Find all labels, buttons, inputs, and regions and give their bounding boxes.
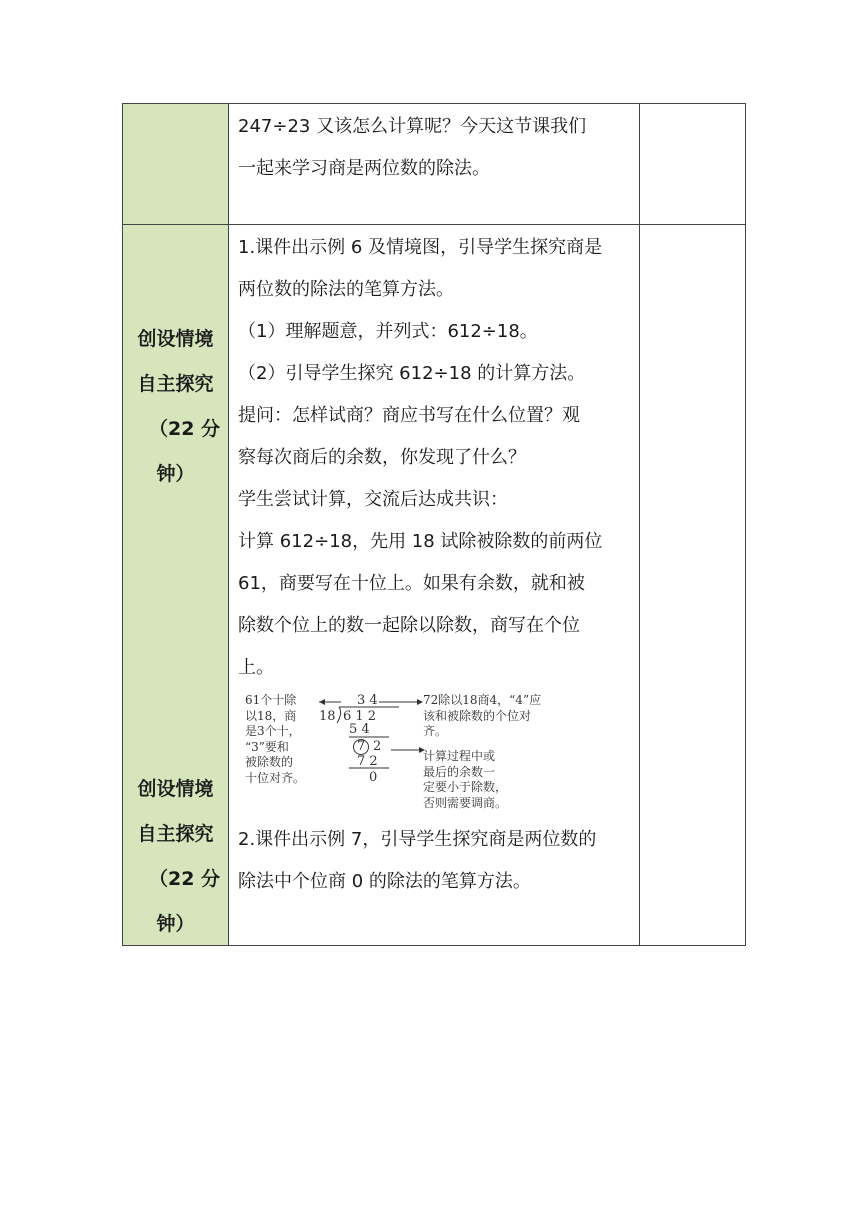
quotient: 3 4 [357,693,378,708]
divisor: 18 [319,709,336,724]
division-bracket [337,707,341,723]
dividend: 6 1 2 [343,709,377,724]
note-line: 是3个十， [245,724,301,738]
content-line: （2）引导学生探究 612÷18 的计算方法。 [238,363,586,384]
product-step-1: 5 4 [349,722,370,737]
stage-cell-empty [123,104,229,225]
table-row [123,225,746,946]
stage-label-upper [123,317,228,497]
long-division [319,693,419,793]
note-line: 以18，商 [245,708,297,723]
note-line: 61个十除 [245,693,297,707]
content-line: 247÷23 又该怎么计算呢？今天这节课我们 [238,116,587,137]
note-line: “3”要和 [245,739,289,754]
content-cell [229,225,640,946]
note-line: 该和被除数的个位对 [423,708,532,723]
note-line: 否则需要调商。 [423,795,508,810]
note-line: 定要小于除数， [423,780,508,794]
left-arrow-head [319,699,325,705]
stage-cell [123,225,229,946]
content-line: 上。 [238,657,274,678]
note-line: 最后的余数一 [423,764,496,779]
content-line: 提问：怎样试商？商应书写在什么位置？观 [238,405,580,426]
stage-line: 钟） [156,913,195,935]
remainder-circled [353,739,369,755]
circled-digit: 7 [353,739,369,755]
content-cell [229,104,640,225]
content-line: （1）理解题意，并列式：612÷18。 [238,321,538,342]
content-line: 除数个位上的数一起除以除数，商写在个位 [238,615,580,636]
content-line: 1.课件出示例 6 及情境图，引导学生探究商是 [238,237,603,258]
content-line: 除法中个位商 0 的除法的笔算方法。 [238,871,531,892]
stage-line: 创设情境 [137,328,214,350]
product-step-2: 7 2 [357,754,378,769]
final-remainder: 0 [369,770,378,785]
note-line: 被除数的 [245,755,294,769]
content-line: 一起来学习商是两位数的除法。 [238,158,490,179]
stage-line: （22 分 [148,418,221,440]
note-line: 十位对齐。 [245,770,306,785]
content-line: 学生尝试计算，交流后达成共识： [238,489,508,510]
stage-line: 自主探究 [137,823,214,845]
content-line: 2.课件出示例 7，引导学生探究商是两位数的 [238,829,597,850]
content-line: 61，商要写在十位上。如果有余数，就和被 [238,573,585,594]
note-cell [640,104,746,225]
diagram-right-note-top [423,693,573,740]
lesson-plan-table [122,103,746,946]
content-line: 两位数的除法的笔算方法。 [238,279,454,300]
diagram-right-note-bottom [423,749,533,811]
diagram-left-note [245,693,325,786]
stage-line: 自主探究 [137,373,214,395]
table-row [123,104,746,225]
stage-line: （22 分 [148,868,221,890]
stage-line: 创设情境 [137,778,214,800]
division-diagram [235,693,635,813]
stage-line: 钟） [156,463,195,485]
remainder-next-digit: 2 [373,739,382,754]
content-line: 计算 612÷18，先用 18 试除被除数的前两位 [238,531,603,552]
stage-label-lower [123,767,228,947]
note-cell [640,225,746,946]
content-line: 察每次商后的余数，你发现了什么？ [238,447,526,468]
note-line: 齐。 [423,724,448,738]
note-line: 72除以18商4，“4”应 [423,693,542,707]
note-line: 计算过程中或 [423,749,496,763]
